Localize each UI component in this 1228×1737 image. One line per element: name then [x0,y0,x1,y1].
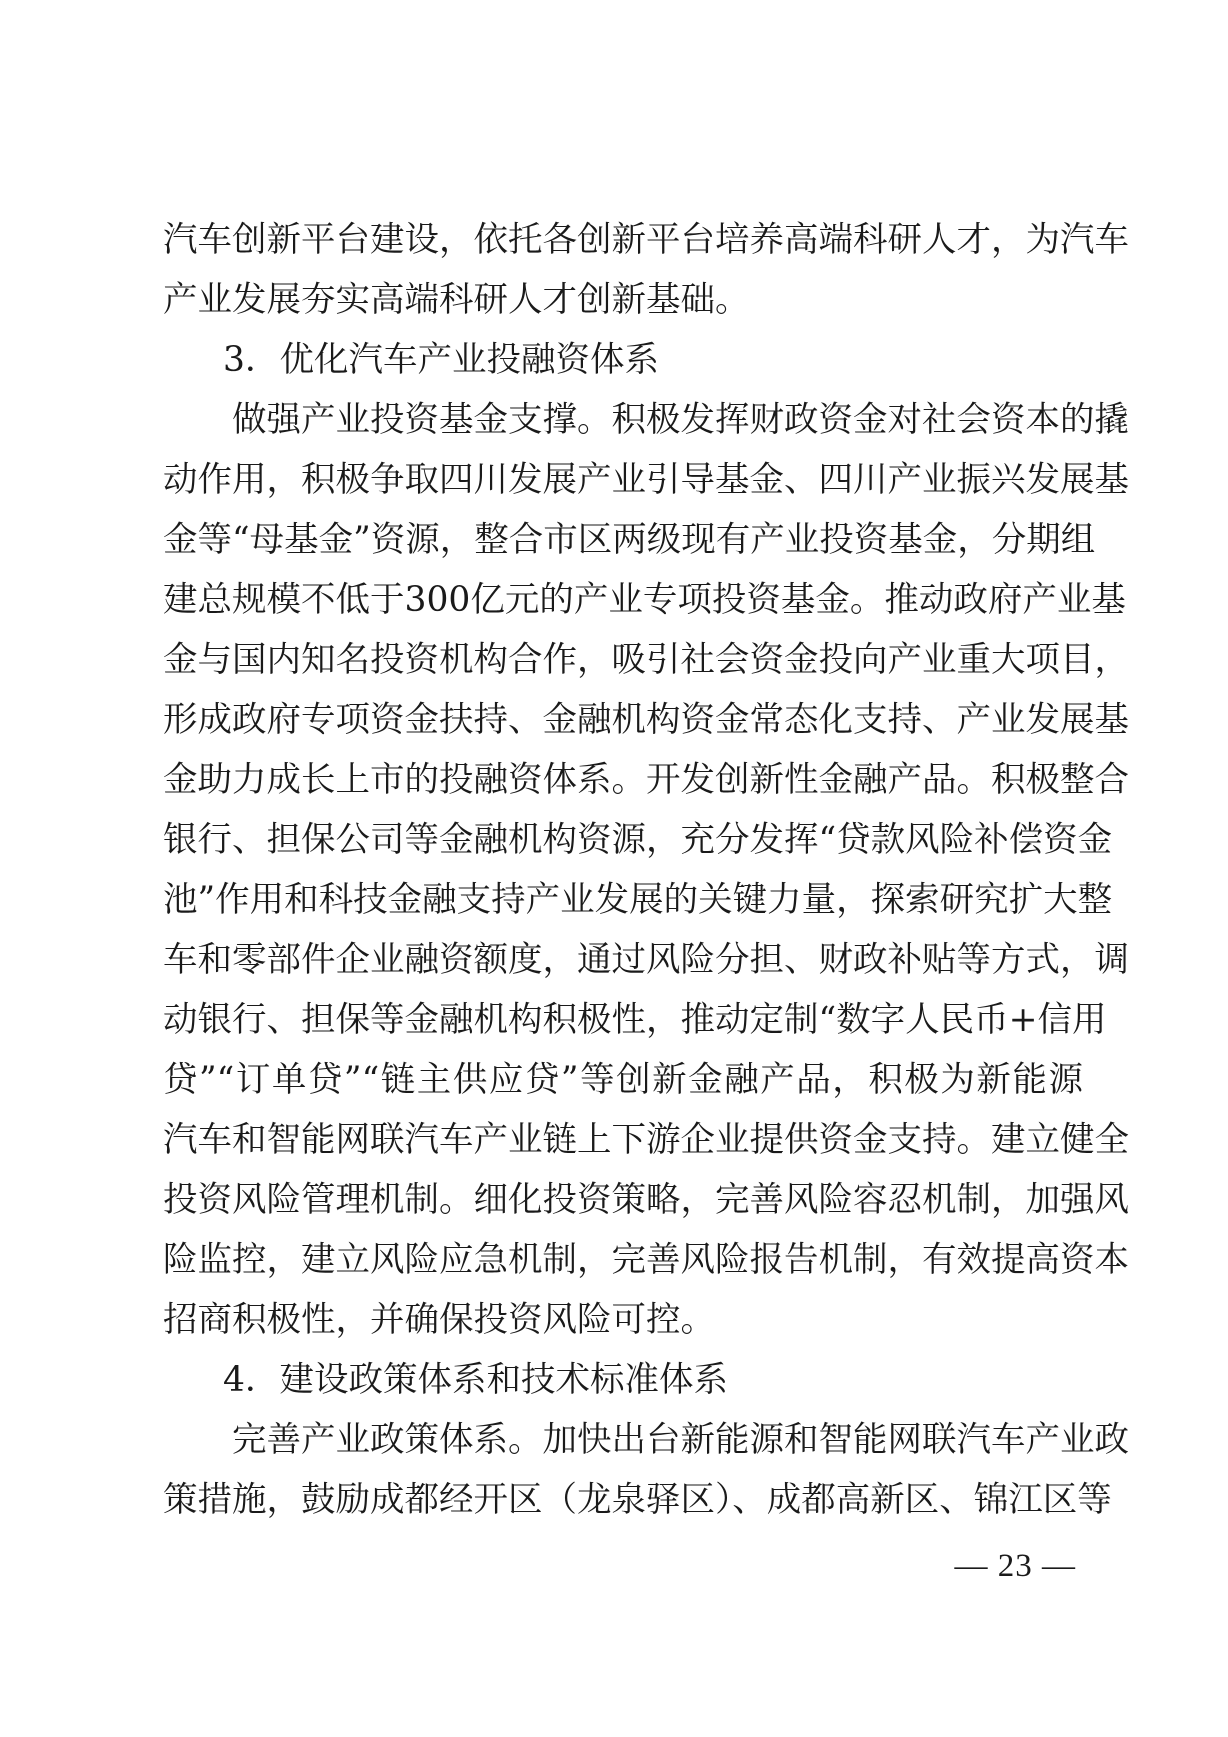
text-line: 策措施，鼓励成都经开区（龙泉驿区）、成都高新区、锦江区等 [163,1480,1112,1520]
text-line: 金等“母基金”资源，整合市区两级现有产业投资基金，分期组 [163,520,1096,560]
text-line: 建总规模不低于300亿元的产业专项投资基金。推动政府产业基 [163,580,1126,620]
text-line: 投资风险管理机制。细化投资策略，完善风险容忍机制，加强风 [163,1180,1129,1220]
text-line: 车和零部件企业融资额度，通过风险分担、财政补贴等方式，调 [163,940,1129,980]
text-line: 池”作用和科技金融支持产业发展的关键力量，探索研究扩大整 [163,880,1113,920]
section-heading: 4．建设政策体系和技术标准体系 [223,1360,728,1400]
text-line: 汽车创新平台建设，依托各创新平台培养高端科研人才，为汽车 [163,220,1129,260]
page-number: — 23 — [954,1548,1076,1584]
text-line: 汽车和智能网联汽车产业链上下游企业提供资金支持。建立健全 [163,1120,1129,1160]
text-line: 金助力成长上市的投融资体系。开发创新性金融产品。积极整合 [163,760,1129,800]
section-heading: 3．优化汽车产业投融资体系 [223,340,659,380]
text-line: 银行、担保公司等金融机构资源，充分发挥“贷款风险补偿资金 [163,820,1113,860]
text-line: 金与国内知名投资机构合作，吸引社会资金投向产业重大项目， [163,640,1129,680]
text-line: 招商积极性，并确保投资风险可控。 [163,1300,715,1340]
text-line: 险监控，建立风险应急机制，完善风险报告机制，有效提高资本 [163,1240,1129,1280]
text-line: 形成政府专项资金扶持、金融机构资金常态化支持、产业发展基 [163,700,1129,740]
paragraph-first-line: 做强产业投资基金支撑。积极发挥财政资金对社会资本的撬 [232,400,1129,440]
text-line: 动作用，积极争取四川发展产业引导基金、四川产业振兴发展基 [163,460,1129,500]
body-text [163,210,1129,1530]
paragraph-first-line: 完善产业政策体系。加快出台新能源和智能网联汽车产业政 [232,1420,1129,1460]
text-line: 产业发展夯实高端科研人才创新基础。 [163,280,750,320]
text-line: 动银行、担保等金融机构积极性，推动定制“数字人民币+信用 [163,1000,1107,1040]
text-line: 贷”“订单贷”“链主供应贷”等创新金融产品，积极为新能源 [163,1060,1083,1100]
